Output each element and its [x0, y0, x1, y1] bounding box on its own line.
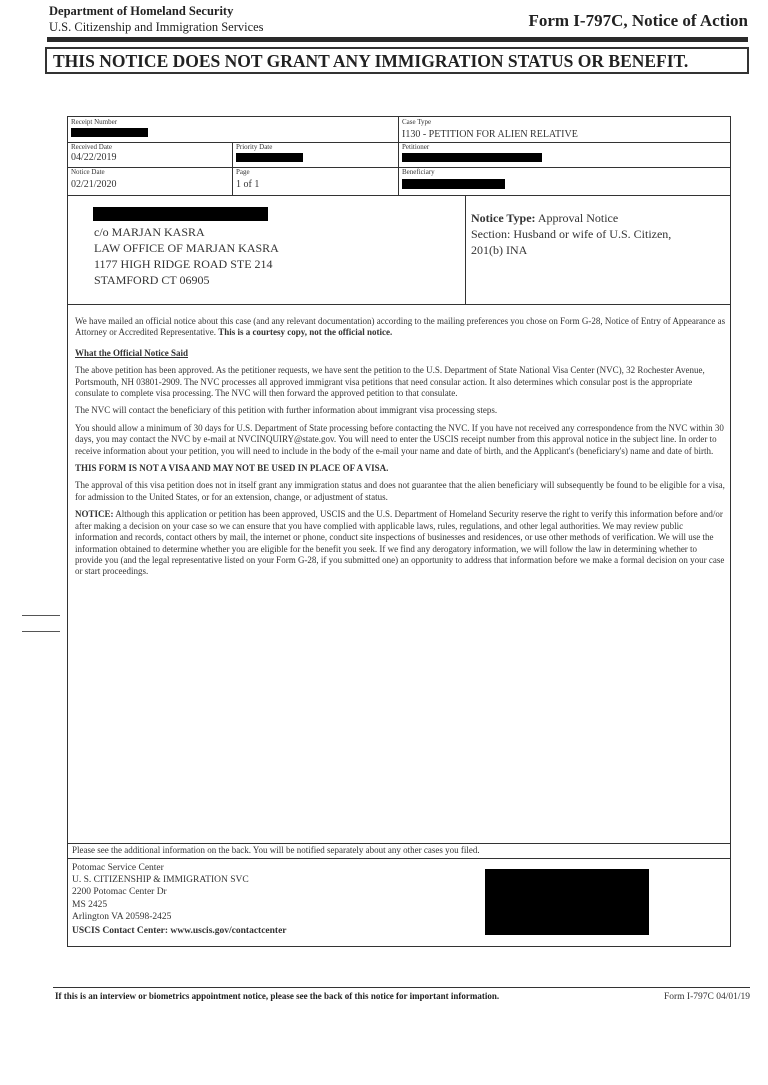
beneficiary-label: Beneficiary: [402, 168, 435, 176]
recipient-name-redaction: [93, 207, 268, 221]
service-center-line: Potomac Service Center: [72, 863, 164, 873]
notice-body: [75, 316, 726, 578]
notice-paragraph: NOTICE: Although this application or petition has been approved, USCIS and the U.S. Department of Homeland Security reserve the right to verify this information before and/or after making a decision on your case so we can ensure that you have complied with applicable laws, rules, regulations, and other legal authorities. We may review public information and records, contact others by mail, the internet or phone, conduct site inspections of businesses and residences, or use other methods of verification. We will use the information obtained to determine whether you are eligible for the benefit you seek. If we find any derogatory information, we will follow the law in determining whether to provide you (and the legal representative listed on your Form G-28, if you submitted one) an opportunity to address that information before we make a formal decision on your case or start proceedings.: [75, 509, 725, 577]
received-date-value: 04/22/2019: [71, 152, 117, 163]
address-bottom-line: [67, 304, 731, 305]
footer-line: [67, 858, 731, 859]
contact-center: USCIS Contact Center: www.uscis.gov/contactcenter: [72, 926, 287, 937]
address-line: 1177 HIGH RIDGE ROAD STE 214: [94, 257, 273, 271]
grid-line: [398, 116, 399, 195]
received-date-label: Received Date: [71, 143, 113, 151]
service-center-line: Arlington VA 20598-2425: [72, 911, 172, 922]
notice-date-label: Notice Date: [71, 168, 105, 176]
additional-info-note: Please see the additional information on the back. You will be notified separately about any other cases you filed.: [72, 845, 480, 855]
priority-date-label: Priority Date: [236, 143, 273, 151]
receipt-number-redaction: [71, 128, 148, 137]
notice-type-block: [471, 210, 671, 258]
notice-type-value: Approval Notice: [537, 211, 619, 225]
notice-date-value: 02/21/2020: [71, 179, 117, 190]
address-line: LAW OFFICE OF MARJAN KASRA: [94, 241, 279, 255]
banner: [45, 47, 749, 74]
footer-line: [67, 843, 731, 844]
grid-line: [67, 142, 731, 143]
case-type-label: Case Type: [402, 118, 432, 126]
notice-type-label: Notice Type:: [471, 211, 536, 225]
form-title: Form I-797C, Notice of Action: [528, 11, 748, 30]
body-paragraph: You should allow a minimum of 30 days for U.S. Department of State processing before contacting the NVC. If you have not received any correspondence from the NVC within 30 days, you may contact the NVC by e-mail at NVCINQUIRY@state.gov. You will need to enter the USCIS receipt number from this approval notice in the subject line. In order to receive information about your petition, you will need to include in the body of the e-mail your name and date of birth, and the Applicant's (beneficiary's) name and date of birth.: [75, 422, 724, 456]
subagency-name: U.S. Citizenship and Immigration Services: [49, 20, 264, 34]
page-label: Page: [236, 168, 250, 176]
notice-label: NOTICE:: [75, 509, 114, 520]
banner-text: THIS NOTICE DOES NOT GRANT ANY IMMIGRATION STATUS OR BENEFIT.: [53, 51, 689, 71]
grid-line: [232, 142, 233, 195]
address-block: [94, 224, 279, 288]
petitioner-label: Petitioner: [402, 143, 430, 151]
address-line: STAMFORD CT 06905: [94, 273, 210, 287]
service-center-line: MS 2425: [72, 899, 108, 910]
address-divider: [465, 195, 466, 304]
body-paragraph: The NVC will contact the beneficiary of this petition with further information about immigrant visa processing steps.: [75, 405, 498, 416]
grid-line: [67, 195, 731, 196]
case-type-value: I130 - PETITION FOR ALIEN RELATIVE: [402, 129, 578, 140]
page-value: 1 of 1: [236, 179, 260, 190]
body-paragraph: The approval of this visa petition does not in itself grant any immigration status and does not guarantee that the alien beneficiary will subsequently be found to be eligible for a visa, for admission to the United States, or for an extension, change, or adjustment of status.: [75, 480, 725, 502]
notice-section-cont: 201(b) INA: [471, 243, 528, 257]
barcode-redaction: [485, 869, 649, 935]
priority-date-redaction: [236, 153, 303, 162]
section-heading: What the Official Notice Said: [75, 347, 188, 358]
agency-name: Department of Homeland Security: [49, 4, 234, 18]
bottom-rule: [53, 987, 750, 988]
body-paragraph: The above petition has been approved. As the petitioner requests, we have sent the petition to the U.S. Department of State National Visa Center (NVC), 32 Rochester Avenue, Portsmouth, NH 03801-2909. The NVC processes all approved immigrant visa petitions that need consular action. It also determines which consular post is the appropriate consulate to complete visa processing. The NVC will then forward the approved petition to that consulate.: [75, 365, 705, 399]
not-a-visa-statement: THIS FORM IS NOT A VISA AND MAY NOT BE USED IN PLACE OF A VISA.: [75, 463, 389, 474]
service-center-line: U. S. CITIZENSHIP & IMMIGRATION SVC: [72, 875, 249, 886]
margin-mark: [22, 615, 60, 616]
notice-section: Section: Husband or wife of U.S. Citizen,: [471, 227, 672, 241]
address-line: c/o MARJAN KASRA: [94, 225, 205, 239]
intro-paragraph: We have mailed an official notice about this case (and any relevant documentation) according to the mailing preferences you chose on Form G-28, Notice of Entry of Appearance as Attorney or Accredited Representative. This is a courtesy copy, not the official notice.: [75, 316, 726, 338]
interview-note: If this is an interview or biometrics appointment notice, please see the back of this notice for important information.: [55, 991, 500, 1001]
receipt-number-label: Receipt Number: [71, 118, 118, 126]
service-center-address: [72, 862, 287, 937]
courtesy-copy-note: This is a courtesy copy, not the official notice.: [218, 327, 393, 338]
service-center-line: 2200 Potomac Center Dr: [72, 887, 167, 898]
margin-mark: [22, 631, 60, 632]
petitioner-redaction: [402, 153, 542, 162]
beneficiary-redaction: [402, 179, 505, 189]
header-bar: [47, 37, 748, 42]
grid-line: [67, 167, 731, 168]
form-id: Form I-797C 04/01/19: [663, 992, 750, 1002]
